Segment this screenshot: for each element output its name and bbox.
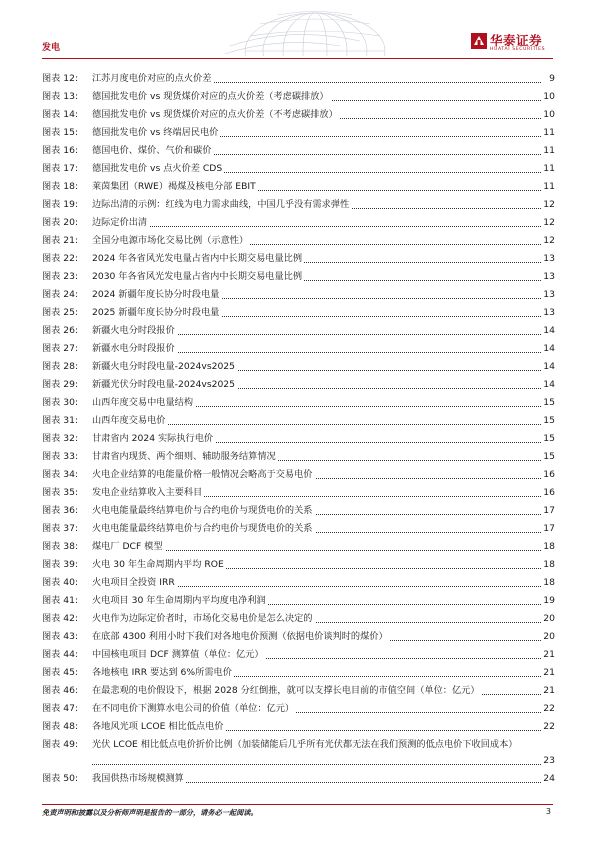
toc-page-number[interactable]: 15 <box>541 412 555 430</box>
toc-entry[interactable] <box>42 502 555 520</box>
toc-figure-title[interactable]: 发电企业结算收入主要科目 <box>92 484 204 502</box>
toc-figure-label: 图表 12: <box>42 73 79 84</box>
footer-disclaimer: 免责声明和披露以及分析师声明是报告的一部分，请务必一起阅读。 <box>42 808 258 817</box>
toc-figure-label: 图表 42: <box>42 613 79 624</box>
toc-page-number[interactable]: 10 <box>541 88 555 106</box>
toc-entry[interactable] <box>42 664 555 682</box>
section-label: 发电 <box>42 43 61 53</box>
toc-entry[interactable] <box>42 520 555 538</box>
toc-figure-title[interactable]: 2024 新疆年度长协分时段电量 <box>92 286 221 304</box>
toc-figure-title[interactable]: 德国批发电价 vs 现货煤价对应的点火价差（不考虑碳排放） <box>92 106 340 124</box>
toc-figure-label: 图表 23: <box>42 271 79 282</box>
toc-figure-title[interactable]: 山西年度交易中电量结构 <box>92 394 195 412</box>
logo-mark-icon <box>471 33 487 49</box>
toc-figure-title[interactable]: 新疆火电分时段电量-2024vs2025 <box>92 358 237 376</box>
toc-page-number[interactable]: 14 <box>541 322 555 340</box>
toc-figure-label: 图表 45: <box>42 667 79 678</box>
toc-figure-label: 图表 37: <box>42 523 79 534</box>
toc-page-number[interactable]: 15 <box>541 394 555 412</box>
toc-page-number[interactable]: 13 <box>541 268 555 286</box>
toc-figure-label: 图表 29: <box>42 379 79 390</box>
toc-figure-title[interactable]: 边际出清的示例：红线为电力需求曲线，中国几乎没有需求弹性 <box>92 196 351 214</box>
toc-page-number[interactable]: 20 <box>541 610 555 628</box>
toc-figure-label: 图表 14: <box>42 109 79 120</box>
toc-page-number[interactable]: 15 <box>541 430 555 448</box>
toc-figure-title[interactable]: 山西年度交易电价 <box>92 412 168 430</box>
toc-figure-label: 图表 25: <box>42 307 79 318</box>
toc-figure-label: 图表 38: <box>42 541 79 552</box>
toc-page-number[interactable]: 9 <box>547 70 555 88</box>
toc-figure-title[interactable]: 光伏 LCOE 相比低点电价折价比例（加装储能后几乎所有光伏都无法在我们预测的低点电价下收回成本） <box>92 736 519 754</box>
page-header <box>0 0 595 60</box>
toc-figure-label: 图表 31: <box>42 415 79 426</box>
toc-entry[interactable] <box>42 214 555 232</box>
toc-entry[interactable] <box>42 412 555 430</box>
toc-dot-leader <box>92 764 541 765</box>
toc-page-number[interactable]: 10 <box>541 106 555 124</box>
toc-page-number[interactable]: 22 <box>541 700 555 718</box>
toc-entry[interactable] <box>42 592 555 610</box>
toc-figure-title[interactable]: 德国电价、煤价、气价和碳价 <box>92 142 213 160</box>
toc-entry[interactable] <box>42 358 555 376</box>
toc-figure-title[interactable]: 火电项目全投资 IRR <box>92 574 177 592</box>
toc-entry[interactable] <box>42 628 555 646</box>
toc-page-number[interactable]: 11 <box>541 178 555 196</box>
toc-page-number[interactable]: 16 <box>541 484 555 502</box>
toc-figure-title[interactable]: 我国供热市场规模测算 <box>92 770 186 788</box>
toc-figure-label: 图表 36: <box>42 505 79 516</box>
toc-figure-label: 图表 30: <box>42 397 79 408</box>
toc-figure-label: 图表 49: <box>42 739 79 750</box>
toc-entry[interactable] <box>42 88 555 106</box>
toc-entry[interactable] <box>42 286 555 304</box>
toc-entry[interactable] <box>42 70 555 88</box>
toc-page-number[interactable]: 12 <box>541 196 555 214</box>
toc-figure-title[interactable]: 在不同电价下测算水电公司的价值（单位：亿元） <box>92 700 296 718</box>
toc-figure-label: 图表 22: <box>42 253 79 264</box>
toc-entry[interactable] <box>42 736 555 770</box>
toc-page-number[interactable]: 11 <box>541 142 555 160</box>
toc-entry[interactable] <box>42 106 555 124</box>
huatai-logo <box>471 33 561 57</box>
toc-entry[interactable] <box>42 718 555 736</box>
logo-text-en: HUATAI SECURITIES <box>490 47 546 52</box>
toc-figure-label: 图表 18: <box>42 181 79 192</box>
toc-entry[interactable] <box>42 682 555 700</box>
toc-figure-label: 图表 44: <box>42 649 79 660</box>
toc-page-number[interactable]: 17 <box>541 502 555 520</box>
toc-figure-label: 图表 47: <box>42 703 79 714</box>
toc-entry[interactable] <box>42 376 555 394</box>
toc-figure-label: 图表 13: <box>42 91 79 102</box>
toc-page-number[interactable]: 13 <box>541 286 555 304</box>
toc-figure-title[interactable]: 2025 新疆年度长协分时段电量 <box>92 304 221 322</box>
toc-page-number[interactable]: 23 <box>541 752 555 770</box>
toc-page-number[interactable]: 16 <box>541 466 555 484</box>
toc-figure-title[interactable]: 德国批发电价 vs 现货煤价对应的点火价差（考虑碳排放） <box>92 88 331 106</box>
toc-page-number[interactable]: 12 <box>541 232 555 250</box>
toc-entry[interactable] <box>42 250 555 268</box>
toc-figure-title[interactable]: 中国核电项目 DCF 测算值（单位：亿元） <box>92 646 266 664</box>
toc-figure-title[interactable]: 火电电能量最终结算电价与合约电价与现货电价的关系 <box>92 502 315 520</box>
toc-figure-title[interactable]: 各地核电 IRR 要达到 6%所需电价 <box>92 664 234 682</box>
toc-figure-title[interactable]: 在最悲观的电价假设下，根据 2028 分红倒推，就可以支撑长电目前的市值空间（单位：亿元） <box>92 682 482 700</box>
toc-entry[interactable] <box>42 196 555 214</box>
toc-page-number[interactable]: 21 <box>541 646 555 664</box>
toc-entry[interactable] <box>42 574 555 592</box>
toc-figure-title[interactable]: 在底部 4300 利用小时下我们对各地电价预测（依据电价谈判时的煤价） <box>92 628 390 646</box>
toc-entry[interactable] <box>42 610 555 628</box>
toc-figure-label: 图表 19: <box>42 199 79 210</box>
toc-figure-label: 图表 26: <box>42 325 79 336</box>
toc-entry[interactable] <box>42 394 555 412</box>
toc-page-number[interactable]: 11 <box>541 160 555 178</box>
toc-figure-title[interactable]: 火电作为边际定价者时，市场化交易电价是怎么决定的 <box>92 610 315 628</box>
toc-figure-title[interactable]: 2030 年各省风光发电量占省内中长期交易电量比例 <box>92 268 304 286</box>
toc-figure-label: 图表 17: <box>42 163 79 174</box>
toc-figure-title[interactable]: 甘肃省内现货、两个细则、辅助服务结算情况 <box>92 448 278 466</box>
toc-figure-label: 图表 33: <box>42 451 79 462</box>
toc-figure-label: 图表 24: <box>42 289 79 300</box>
toc-page-number[interactable]: 14 <box>541 358 555 376</box>
toc-figure-title[interactable]: 全国分电源市场化交易比例（示意性） <box>92 232 250 250</box>
toc-figure-title[interactable]: 各地风光项 LCOE 相比低点电价 <box>92 718 225 736</box>
toc-page-number[interactable]: 18 <box>541 574 555 592</box>
table-of-figures <box>42 70 555 788</box>
toc-figure-title[interactable]: 新疆火电分时段报价 <box>92 322 177 340</box>
toc-entry[interactable] <box>42 448 555 466</box>
toc-figure-title[interactable]: 新疆光伏分时段电量-2024vs2025 <box>92 376 237 394</box>
toc-page-number[interactable]: 18 <box>541 556 555 574</box>
toc-page-number[interactable]: 13 <box>541 304 555 322</box>
toc-page-number[interactable]: 18 <box>541 538 555 556</box>
toc-entry[interactable] <box>42 466 555 484</box>
globe-graphic-icon <box>220 6 390 56</box>
toc-entry[interactable] <box>42 268 555 286</box>
toc-figure-title[interactable]: 边际定价出清 <box>92 214 149 232</box>
toc-entry[interactable] <box>42 232 555 250</box>
toc-figure-label: 图表 16: <box>42 145 79 156</box>
toc-entry[interactable] <box>42 340 555 358</box>
toc-figure-label: 图表 50: <box>42 773 79 784</box>
logo-text-cn: 华泰证券 <box>490 33 543 48</box>
toc-figure-label: 图表 39: <box>42 559 79 570</box>
toc-figure-title[interactable]: 火电 30 年生命周期内平均 ROE <box>92 556 226 574</box>
toc-entry[interactable] <box>42 700 555 718</box>
toc-page-number[interactable]: 19 <box>541 592 555 610</box>
toc-figure-label: 图表 20: <box>42 217 79 228</box>
toc-figure-label: 图表 27: <box>42 343 79 354</box>
toc-entry[interactable] <box>42 124 555 142</box>
toc-page-number[interactable]: 12 <box>541 214 555 232</box>
toc-entry[interactable] <box>42 430 555 448</box>
toc-figure-title[interactable]: 煤电厂 DCF 模型 <box>92 538 165 556</box>
toc-entry[interactable] <box>42 556 555 574</box>
toc-figure-label: 图表 15: <box>42 127 79 138</box>
toc-entry[interactable] <box>42 770 555 788</box>
toc-entry[interactable] <box>42 538 555 556</box>
toc-page-number[interactable]: 20 <box>541 628 555 646</box>
toc-figure-label: 图表 28: <box>42 361 79 372</box>
toc-figure-title[interactable]: 火电电能量最终结算电价与合约电价与现货电价的关系 <box>92 520 315 538</box>
toc-figure-label: 图表 32: <box>42 433 79 444</box>
toc-entry[interactable] <box>42 178 555 196</box>
toc-page-number[interactable]: 14 <box>541 340 555 358</box>
toc-page-number[interactable]: 14 <box>541 376 555 394</box>
toc-entry[interactable] <box>42 484 555 502</box>
toc-figure-label: 图表 41: <box>42 595 79 606</box>
toc-figure-title[interactable]: 2024 年各省风光发电量占省内中长期交易电量比例 <box>92 250 304 268</box>
toc-figure-label: 图表 46: <box>42 685 79 696</box>
toc-entry[interactable] <box>42 322 555 340</box>
toc-figure-label: 图表 40: <box>42 577 79 588</box>
toc-figure-title[interactable]: 德国批发电价 vs 点火价差 CDS <box>92 160 224 178</box>
toc-page-number[interactable]: 11 <box>541 124 555 142</box>
toc-page-number[interactable]: 17 <box>541 520 555 538</box>
toc-dot-leader <box>92 226 541 227</box>
toc-page-number[interactable]: 22 <box>541 718 555 736</box>
toc-figure-title[interactable]: 莱茵集团（RWE）褐煤及核电分部 EBIT <box>92 178 258 196</box>
toc-page-number[interactable]: 21 <box>541 664 555 682</box>
toc-entry[interactable] <box>42 142 555 160</box>
toc-figure-label: 图表 21: <box>42 235 79 246</box>
toc-page-number[interactable]: 13 <box>541 250 555 268</box>
toc-figure-title[interactable]: 火电企业结算的电能量价格一般情况会略高于交易电价 <box>92 466 315 484</box>
footer-divider <box>42 804 553 805</box>
toc-figure-label: 图表 34: <box>42 469 79 480</box>
toc-figure-label: 图表 43: <box>42 631 79 642</box>
toc-figure-label: 图表 48: <box>42 721 79 732</box>
toc-entry[interactable] <box>42 304 555 322</box>
toc-entry[interactable] <box>42 160 555 178</box>
toc-page-number[interactable]: 21 <box>541 682 555 700</box>
toc-figure-title[interactable]: 火电项目 30 年生命周期内平均度电净利润 <box>92 592 268 610</box>
toc-figure-title[interactable]: 德国批发电价 vs 终端居民电价 <box>92 124 220 142</box>
toc-figure-title[interactable]: 甘肃省内 2024 实际执行电价 <box>92 430 215 448</box>
toc-figure-label: 图表 35: <box>42 487 79 498</box>
header-divider <box>42 58 553 59</box>
toc-page-number[interactable]: 24 <box>541 770 555 788</box>
toc-entry[interactable] <box>42 646 555 664</box>
toc-figure-title[interactable]: 新疆水电分时段报价 <box>92 340 177 358</box>
toc-figure-title[interactable]: 江苏月度电价对应的点火价差 <box>92 70 213 88</box>
toc-page-number[interactable]: 15 <box>541 448 555 466</box>
page-number: 3 <box>545 807 551 816</box>
